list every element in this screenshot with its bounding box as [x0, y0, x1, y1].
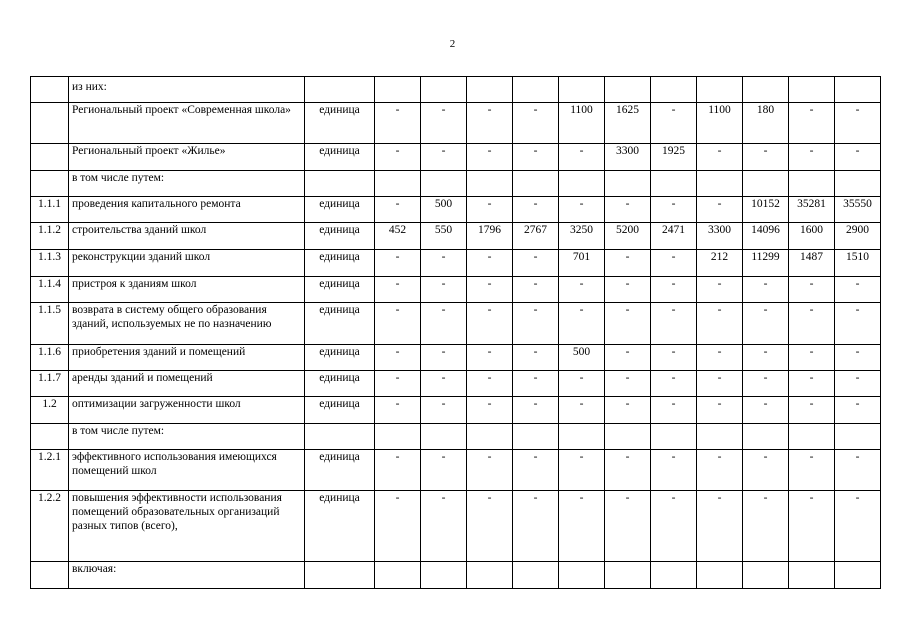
value-cell — [513, 77, 559, 103]
value-cell: - — [421, 303, 467, 345]
table-row — [31, 77, 881, 103]
value-cell: - — [835, 345, 881, 371]
value-cell — [559, 171, 605, 197]
value-cell: 212 — [697, 250, 743, 277]
value-cell: - — [513, 277, 559, 303]
unit-cell: единица — [305, 250, 375, 277]
table-row — [31, 103, 881, 144]
indicator-name: проведения капитального ремонта — [69, 197, 305, 223]
value-cell: - — [513, 303, 559, 345]
row-number — [31, 562, 69, 589]
table-row — [31, 171, 881, 197]
value-cell: - — [743, 371, 789, 397]
value-cell: - — [605, 197, 651, 223]
value-cell: - — [467, 345, 513, 371]
value-cell: - — [467, 491, 513, 562]
table-row — [31, 424, 881, 450]
indicator-name: в том числе путем: — [69, 171, 305, 197]
value-cell: - — [559, 303, 605, 345]
value-cell — [789, 171, 835, 197]
row-number — [31, 144, 69, 171]
value-cell — [559, 424, 605, 450]
value-cell: - — [375, 303, 421, 345]
value-cell: - — [651, 250, 697, 277]
value-cell: 500 — [559, 345, 605, 371]
unit-cell — [305, 562, 375, 589]
page-number: 2 — [449, 38, 456, 50]
value-cell: - — [467, 144, 513, 171]
value-cell: - — [835, 303, 881, 345]
value-cell: - — [743, 450, 789, 491]
value-cell: - — [467, 103, 513, 144]
value-cell: 3250 — [559, 223, 605, 250]
unit-cell: единица — [305, 303, 375, 345]
row-number — [31, 171, 69, 197]
row-number: 1.2 — [31, 397, 69, 424]
value-cell: 1100 — [559, 103, 605, 144]
value-cell: - — [651, 277, 697, 303]
value-cell: 3300 — [605, 144, 651, 171]
indicator-name: из них: — [69, 77, 305, 103]
value-cell: 14096 — [743, 223, 789, 250]
value-cell: - — [513, 103, 559, 144]
table-row — [31, 371, 881, 397]
value-cell — [375, 171, 421, 197]
unit-cell: единица — [305, 491, 375, 562]
value-cell: 3300 — [697, 223, 743, 250]
value-cell: - — [743, 397, 789, 424]
value-cell: - — [513, 197, 559, 223]
value-cell: 1100 — [697, 103, 743, 144]
value-cell: 10152 — [743, 197, 789, 223]
value-cell: - — [697, 197, 743, 223]
value-cell: 11299 — [743, 250, 789, 277]
value-cell: - — [835, 144, 881, 171]
unit-cell: единица — [305, 345, 375, 371]
value-cell: - — [559, 144, 605, 171]
value-cell: 701 — [559, 250, 605, 277]
row-number: 1.1.7 — [31, 371, 69, 397]
value-cell: - — [605, 450, 651, 491]
value-cell: - — [421, 345, 467, 371]
value-cell: - — [789, 450, 835, 491]
value-cell: - — [375, 144, 421, 171]
value-cell — [421, 171, 467, 197]
indicator-table — [30, 76, 881, 589]
value-cell — [605, 424, 651, 450]
row-number: 1.1.6 — [31, 345, 69, 371]
value-cell: - — [697, 345, 743, 371]
value-cell: 1600 — [789, 223, 835, 250]
value-cell: - — [375, 103, 421, 144]
value-cell: - — [789, 371, 835, 397]
value-cell: - — [559, 277, 605, 303]
value-cell: - — [375, 397, 421, 424]
value-cell: - — [375, 197, 421, 223]
value-cell: 452 — [375, 223, 421, 250]
value-cell: - — [513, 250, 559, 277]
value-cell: - — [651, 397, 697, 424]
value-cell — [605, 77, 651, 103]
value-cell: - — [697, 397, 743, 424]
value-cell — [789, 77, 835, 103]
indicator-name: эффективного использования имеющихся помещений школ — [69, 450, 305, 491]
value-cell — [467, 424, 513, 450]
value-cell: - — [743, 345, 789, 371]
value-cell — [513, 171, 559, 197]
value-cell: 2471 — [651, 223, 697, 250]
indicator-name: Региональный проект «Жилье» — [69, 144, 305, 171]
value-cell: - — [651, 345, 697, 371]
value-cell — [743, 171, 789, 197]
value-cell — [421, 562, 467, 589]
indicator-name: включая: — [69, 562, 305, 589]
value-cell: - — [651, 491, 697, 562]
unit-cell: единица — [305, 450, 375, 491]
value-cell: - — [835, 277, 881, 303]
unit-cell: единица — [305, 103, 375, 144]
table-row — [31, 250, 881, 277]
value-cell — [743, 562, 789, 589]
value-cell: - — [697, 277, 743, 303]
value-cell: - — [743, 277, 789, 303]
value-cell: 1796 — [467, 223, 513, 250]
value-cell: - — [605, 491, 651, 562]
value-cell: 1625 — [605, 103, 651, 144]
value-cell: 180 — [743, 103, 789, 144]
indicator-name: аренды зданий и помещений — [69, 371, 305, 397]
value-cell: - — [421, 103, 467, 144]
unit-cell — [305, 424, 375, 450]
value-cell — [697, 424, 743, 450]
value-cell — [651, 562, 697, 589]
value-cell: - — [697, 371, 743, 397]
value-cell: - — [835, 103, 881, 144]
table-body — [31, 77, 881, 589]
value-cell: - — [375, 491, 421, 562]
value-cell: - — [697, 450, 743, 491]
value-cell: - — [789, 345, 835, 371]
indicator-name: Региональный проект «Современная школа» — [69, 103, 305, 144]
value-cell: - — [375, 277, 421, 303]
table-row — [31, 277, 881, 303]
value-cell: - — [835, 450, 881, 491]
unit-cell: единица — [305, 223, 375, 250]
table-row — [31, 223, 881, 250]
value-cell: 1510 — [835, 250, 881, 277]
value-cell: - — [743, 491, 789, 562]
value-cell: 5200 — [605, 223, 651, 250]
row-number: 1.1.3 — [31, 250, 69, 277]
value-cell — [743, 77, 789, 103]
row-number: 1.1.2 — [31, 223, 69, 250]
value-cell — [789, 562, 835, 589]
value-cell: - — [421, 371, 467, 397]
value-cell: 35550 — [835, 197, 881, 223]
value-cell: - — [421, 491, 467, 562]
value-cell: - — [421, 397, 467, 424]
value-cell: - — [559, 450, 605, 491]
value-cell — [559, 77, 605, 103]
value-cell: - — [421, 277, 467, 303]
value-cell: - — [789, 144, 835, 171]
unit-cell: единица — [305, 277, 375, 303]
table-row — [31, 397, 881, 424]
value-cell: - — [467, 397, 513, 424]
value-cell — [421, 77, 467, 103]
value-cell: - — [421, 450, 467, 491]
unit-cell: единица — [305, 144, 375, 171]
unit-cell: единица — [305, 397, 375, 424]
value-cell — [375, 562, 421, 589]
indicator-name: реконструкции зданий школ — [69, 250, 305, 277]
value-cell: - — [743, 303, 789, 345]
value-cell — [375, 424, 421, 450]
table-row — [31, 345, 881, 371]
value-cell — [375, 77, 421, 103]
row-number — [31, 424, 69, 450]
value-cell: - — [467, 371, 513, 397]
row-number — [31, 103, 69, 144]
value-cell: - — [375, 371, 421, 397]
value-cell — [467, 171, 513, 197]
value-cell: - — [559, 197, 605, 223]
value-cell: - — [835, 491, 881, 562]
value-cell: - — [513, 397, 559, 424]
value-cell — [651, 77, 697, 103]
value-cell: 1487 — [789, 250, 835, 277]
value-cell — [835, 562, 881, 589]
value-cell: - — [513, 144, 559, 171]
value-cell: - — [789, 303, 835, 345]
value-cell — [835, 171, 881, 197]
value-cell — [835, 424, 881, 450]
value-cell: - — [467, 197, 513, 223]
value-cell — [605, 562, 651, 589]
value-cell — [513, 562, 559, 589]
value-cell: - — [789, 491, 835, 562]
value-cell: - — [697, 491, 743, 562]
value-cell: - — [421, 144, 467, 171]
value-cell: - — [375, 450, 421, 491]
value-cell: - — [605, 371, 651, 397]
value-cell: - — [375, 345, 421, 371]
value-cell — [697, 562, 743, 589]
value-cell: - — [605, 303, 651, 345]
value-cell: - — [651, 197, 697, 223]
value-cell — [421, 424, 467, 450]
value-cell: - — [559, 371, 605, 397]
value-cell — [651, 171, 697, 197]
value-cell: - — [651, 303, 697, 345]
row-number — [31, 77, 69, 103]
value-cell: - — [651, 450, 697, 491]
value-cell: - — [605, 345, 651, 371]
value-cell: - — [651, 103, 697, 144]
table-row — [31, 303, 881, 345]
indicator-name: приобретения зданий и помещений — [69, 345, 305, 371]
table-row — [31, 450, 881, 491]
value-cell: - — [697, 303, 743, 345]
indicator-name: возврата в систему общего образования зданий, используемых не по назначению — [69, 303, 305, 345]
value-cell: - — [513, 491, 559, 562]
value-cell: - — [421, 250, 467, 277]
value-cell: - — [513, 450, 559, 491]
unit-cell — [305, 171, 375, 197]
indicator-name: оптимизации загруженности школ — [69, 397, 305, 424]
value-cell — [789, 424, 835, 450]
value-cell — [651, 424, 697, 450]
indicator-name: строительства зданий школ — [69, 223, 305, 250]
value-cell: - — [835, 371, 881, 397]
value-cell: - — [789, 277, 835, 303]
value-cell: 1925 — [651, 144, 697, 171]
value-cell: 2900 — [835, 223, 881, 250]
value-cell — [697, 77, 743, 103]
unit-cell: единица — [305, 371, 375, 397]
value-cell: - — [513, 345, 559, 371]
indicator-name: в том числе путем: — [69, 424, 305, 450]
value-cell: 500 — [421, 197, 467, 223]
value-cell: - — [559, 491, 605, 562]
value-cell: - — [559, 397, 605, 424]
value-cell: - — [375, 250, 421, 277]
value-cell: - — [513, 371, 559, 397]
table-row — [31, 197, 881, 223]
value-cell: - — [467, 277, 513, 303]
row-number: 1.2.1 — [31, 450, 69, 491]
value-cell — [559, 562, 605, 589]
value-cell: - — [467, 303, 513, 345]
value-cell: - — [467, 250, 513, 277]
table-row — [31, 562, 881, 589]
value-cell: - — [605, 277, 651, 303]
indicator-name: пристроя к зданиям школ — [69, 277, 305, 303]
value-cell — [513, 424, 559, 450]
value-cell — [835, 77, 881, 103]
value-cell: - — [605, 250, 651, 277]
value-cell: - — [789, 103, 835, 144]
row-number: 1.1.5 — [31, 303, 69, 345]
value-cell — [467, 562, 513, 589]
value-cell — [467, 77, 513, 103]
row-number: 1.2.2 — [31, 491, 69, 562]
row-number: 1.1.1 — [31, 197, 69, 223]
value-cell: - — [789, 397, 835, 424]
table-row — [31, 491, 881, 562]
table-row — [31, 144, 881, 171]
value-cell: 550 — [421, 223, 467, 250]
unit-cell: единица — [305, 197, 375, 223]
value-cell: - — [697, 144, 743, 171]
value-cell: - — [743, 144, 789, 171]
value-cell: - — [835, 397, 881, 424]
value-cell: - — [605, 397, 651, 424]
row-number: 1.1.4 — [31, 277, 69, 303]
value-cell — [605, 171, 651, 197]
unit-cell — [305, 77, 375, 103]
value-cell — [697, 171, 743, 197]
value-cell: 35281 — [789, 197, 835, 223]
value-cell: - — [467, 450, 513, 491]
value-cell: 2767 — [513, 223, 559, 250]
value-cell: - — [651, 371, 697, 397]
value-cell — [743, 424, 789, 450]
indicator-name: повышения эффективности использования помещений образовательных организаций разных типов (всего), — [69, 491, 305, 562]
